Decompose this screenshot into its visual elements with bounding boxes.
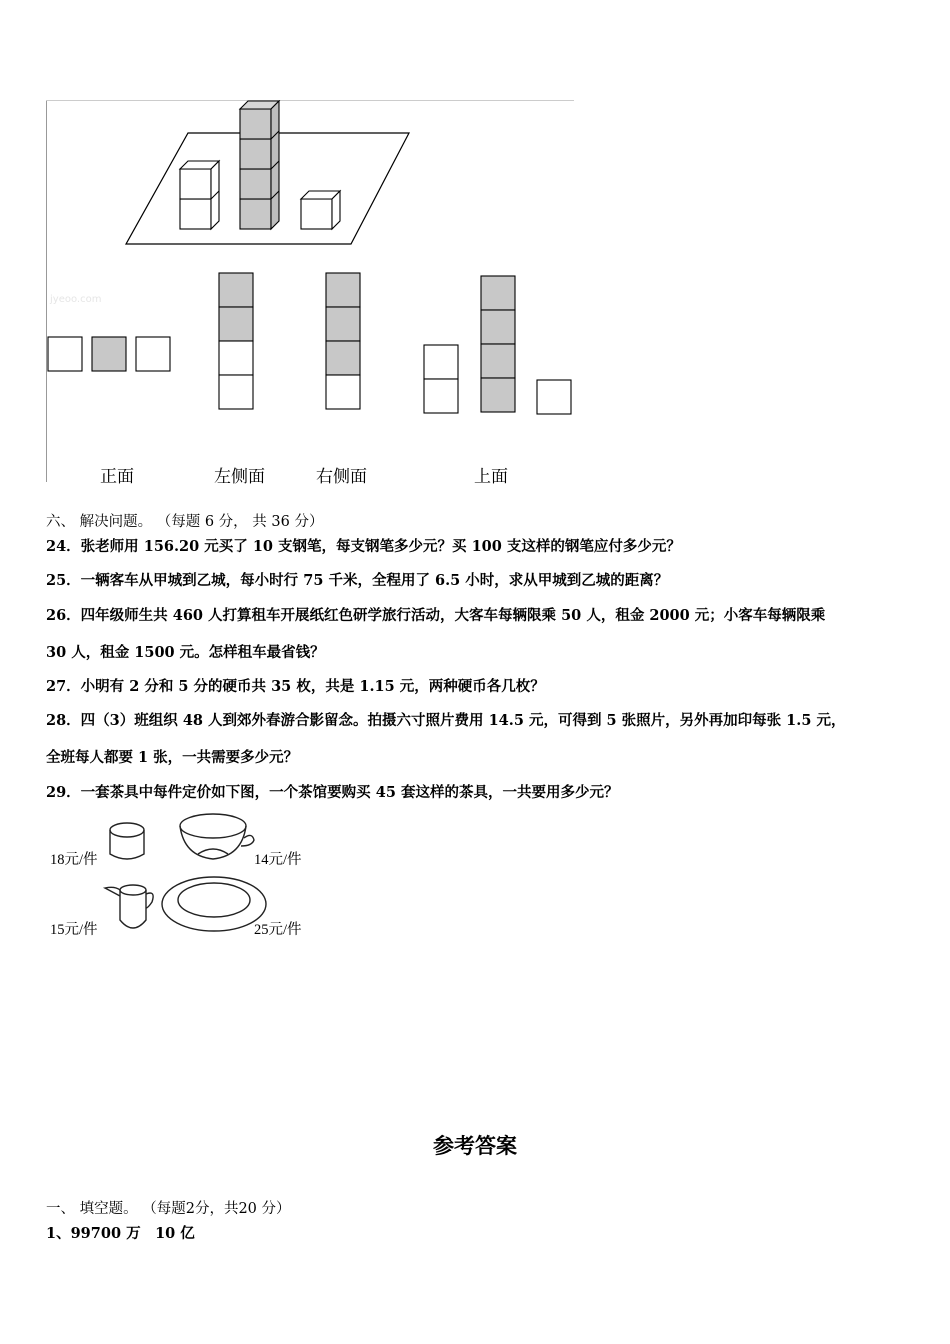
pot-icon <box>105 885 153 928</box>
question-26-cont: 30 人，租金 1500 元。怎样租车最省钱？ <box>46 644 325 661</box>
price-pot: 15元/件 <box>50 922 98 938</box>
cup-icon <box>110 823 144 859</box>
question-24: 24．张老师用 156.20 元买了 10 支钢笔，每支钢笔多少元？买 100 支这样的钢笔应付多少元？ <box>46 538 681 555</box>
question-28: 28．四（3）班组织 48 人到郊外春游合影留念。拍摄六寸照片费用 14.5 元，可得到 5 张照片，另外再加印每张 1.5 元， <box>46 712 846 729</box>
price-bowl: 14元/件 <box>254 852 302 868</box>
bowl-icon <box>180 814 254 859</box>
price-plate: 25元/件 <box>254 922 302 938</box>
answers-section1-heading: 一、 填空题。 （每题2分，共20 分） <box>46 1201 291 1217</box>
section6-heading: 六、 解决问题。 （每题 6 分， 共 36 分） <box>46 514 324 530</box>
right-single-cube <box>301 191 340 229</box>
question-27: 27．小明有 2 分和 5 分的硬币共 35 枚，共是 1.15 元，两种硬币各几枚？ <box>46 678 545 695</box>
plate-icon <box>162 877 266 931</box>
top-view <box>424 276 571 414</box>
svg-text:jyeoo.com: jyeoo.com <box>50 294 102 305</box>
left-side-view <box>219 273 253 409</box>
cube-views-figure <box>46 100 574 487</box>
question-28-cont: 全班每人都要 1 张，一共需要多少元？ <box>46 749 299 766</box>
view-label-front: 正面 <box>100 467 134 487</box>
view-label-left: 左侧面 <box>214 467 265 487</box>
middle-stack-cubes <box>240 101 279 229</box>
view-label-top: 上面 <box>474 467 508 487</box>
left-stack-cubes <box>180 161 219 229</box>
question-25: 25．一辆客车从甲城到乙城，每小时行 75 千米，全程用了 6.5 小时，求从甲城到乙城的距离？ <box>46 572 669 589</box>
answer-item-1: 1、99700 万 10 亿 <box>46 1225 195 1242</box>
question-29: 29．一套茶具中每件定价如下图，一个茶馆要购买 45 套这样的茶具，一共要用多少元？ <box>46 784 619 801</box>
front-view <box>48 337 170 371</box>
price-cup: 18元/件 <box>50 852 98 868</box>
tea-set-figure <box>46 810 316 940</box>
question-26: 26．四年级师生共 460 人打算租车开展纸红色研学旅行活动，大客车每辆限乘 50 人，租金 2000 元；小客车每辆限乘 <box>46 607 826 624</box>
right-side-view <box>326 273 360 409</box>
view-label-right: 右侧面 <box>316 467 367 487</box>
cube-views-svg <box>46 100 574 482</box>
answers-title: 参考答案 <box>433 1134 517 1158</box>
